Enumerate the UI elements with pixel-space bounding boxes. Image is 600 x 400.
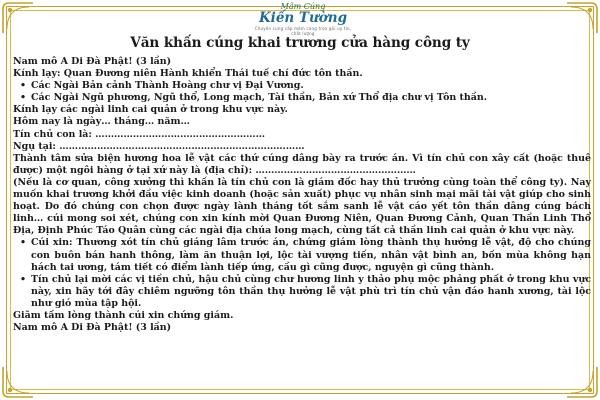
paragraph: Thành tâm sửa biện hương hoa lễ vật các thứ cúng dâng bày ra trước án. Vì tín chủ con xây cất (hoặc thuê được) một ngôi hàng ở tại xứ này là (địa chỉ): …………………………………………… (13, 152, 591, 176)
bullet-icon: • (20, 273, 27, 285)
corner-ornament-icon (1, 365, 35, 399)
bullet-icon: • (20, 80, 27, 92)
text-line: Nam mô A Di Đà Phật! (3 lần) (13, 56, 172, 67)
list-item: • Các Ngài Bản cảnh Thành Hoàng chư vị Đại Vương. (20, 80, 304, 92)
text-line: Giãm tấm lòng thành cúi xin chứng giám. (13, 309, 234, 321)
logo-tagline: Chuyên cung cấp mâm cúng trọn gói uy tín, chất lượng (254, 26, 352, 36)
prayer-text (13, 56, 591, 334)
text-line: Tín chủ con là: ……………………………………………… (13, 128, 266, 140)
corner-ornament-icon (1, 1, 35, 35)
corner-ornament-icon (565, 365, 599, 399)
paragraph: (Nếu là cơ quan, công xưởng thì khấn là tín chủ con là giám đốc hay thủ trưởng cùng toàn thể công ty). Nay muốn khai trương khởi đầu việc kinh doanh (hoặc sản xuất) phục vụ nhân sinh mại mãi tài vật giúp cho sinh hoạt. Do đó chúng con chọn được ngày lành tháng tốt sắm sanh lễ vật cáo yết tôn thần dâng cúng bách linh… cúi mong soi xét, chúng con xin kính mời Quan Đương Niên, Quan Đương Cảnh, Quan Thần Linh Thổ Địa, Định Phúc Táo Quân cùng các ngài địa chúa long mạch, cùng tất cả thần linh cai quản ở khu vực này. (13, 176, 591, 237)
text-line: Hôm nay là ngày… tháng… năm… (13, 116, 190, 128)
wish-list (13, 237, 591, 310)
list-item: • Các Ngài Ngũ phương, Ngũ thổ, Long mạch, Tài thần, Bản xứ Thổ địa chư vị Tôn thần. (20, 92, 488, 104)
deity-list (13, 80, 591, 104)
corner-ornament-icon (565, 1, 599, 35)
page-title: Văn khấn cúng khai trương cửa hàng công ty (130, 35, 470, 51)
logo-top-text: Mâm Cúng (280, 2, 326, 11)
brand-logo (253, 2, 353, 36)
text-line: Ngụ tại: …………………………………………………………………… (13, 140, 305, 152)
bullet-icon: • (20, 92, 27, 104)
list-item: • Tín chủ lại mời các vị tiền chủ, hậu chủ cùng chư hương linh y thảo phụ mộc phảng phất ở trong khu vực này, xin hãy tới đây chiêm ngưỡng tôn thần thụ hưởng lễ vật phù trì tín chủ vận đáo hanh xương, tài lộc như gió mùa tập hội. (20, 273, 591, 309)
list-item: • Cúi xin: Thương xót tín chủ giáng lâm trước án, chứng giám lòng thành thụ hưởng lễ vật, độ cho chúng con buôn bán hanh thông, làm ăn thuận lợi, lộc tài vượng tiến, nhân vật bình an, bốn mùa không hạn hách tai ương, tám tiết có điểm lành tiếp ứng, cầu gì cũng được, nguyện gì cũng thành. (20, 237, 591, 273)
logo-main-text: Kiến Tường (258, 10, 348, 26)
text-line: Nam mô A Di Đà Phật! (3 lần) (13, 322, 172, 334)
bullet-icon: • (20, 237, 27, 249)
text-line: Kính lạy các ngài linh cai quản ở trong khu vực này. (13, 104, 288, 116)
text-line: Kính lạy: Quan Đương niên Hành khiển Thái tuế chí đức tôn thần. (13, 68, 363, 80)
